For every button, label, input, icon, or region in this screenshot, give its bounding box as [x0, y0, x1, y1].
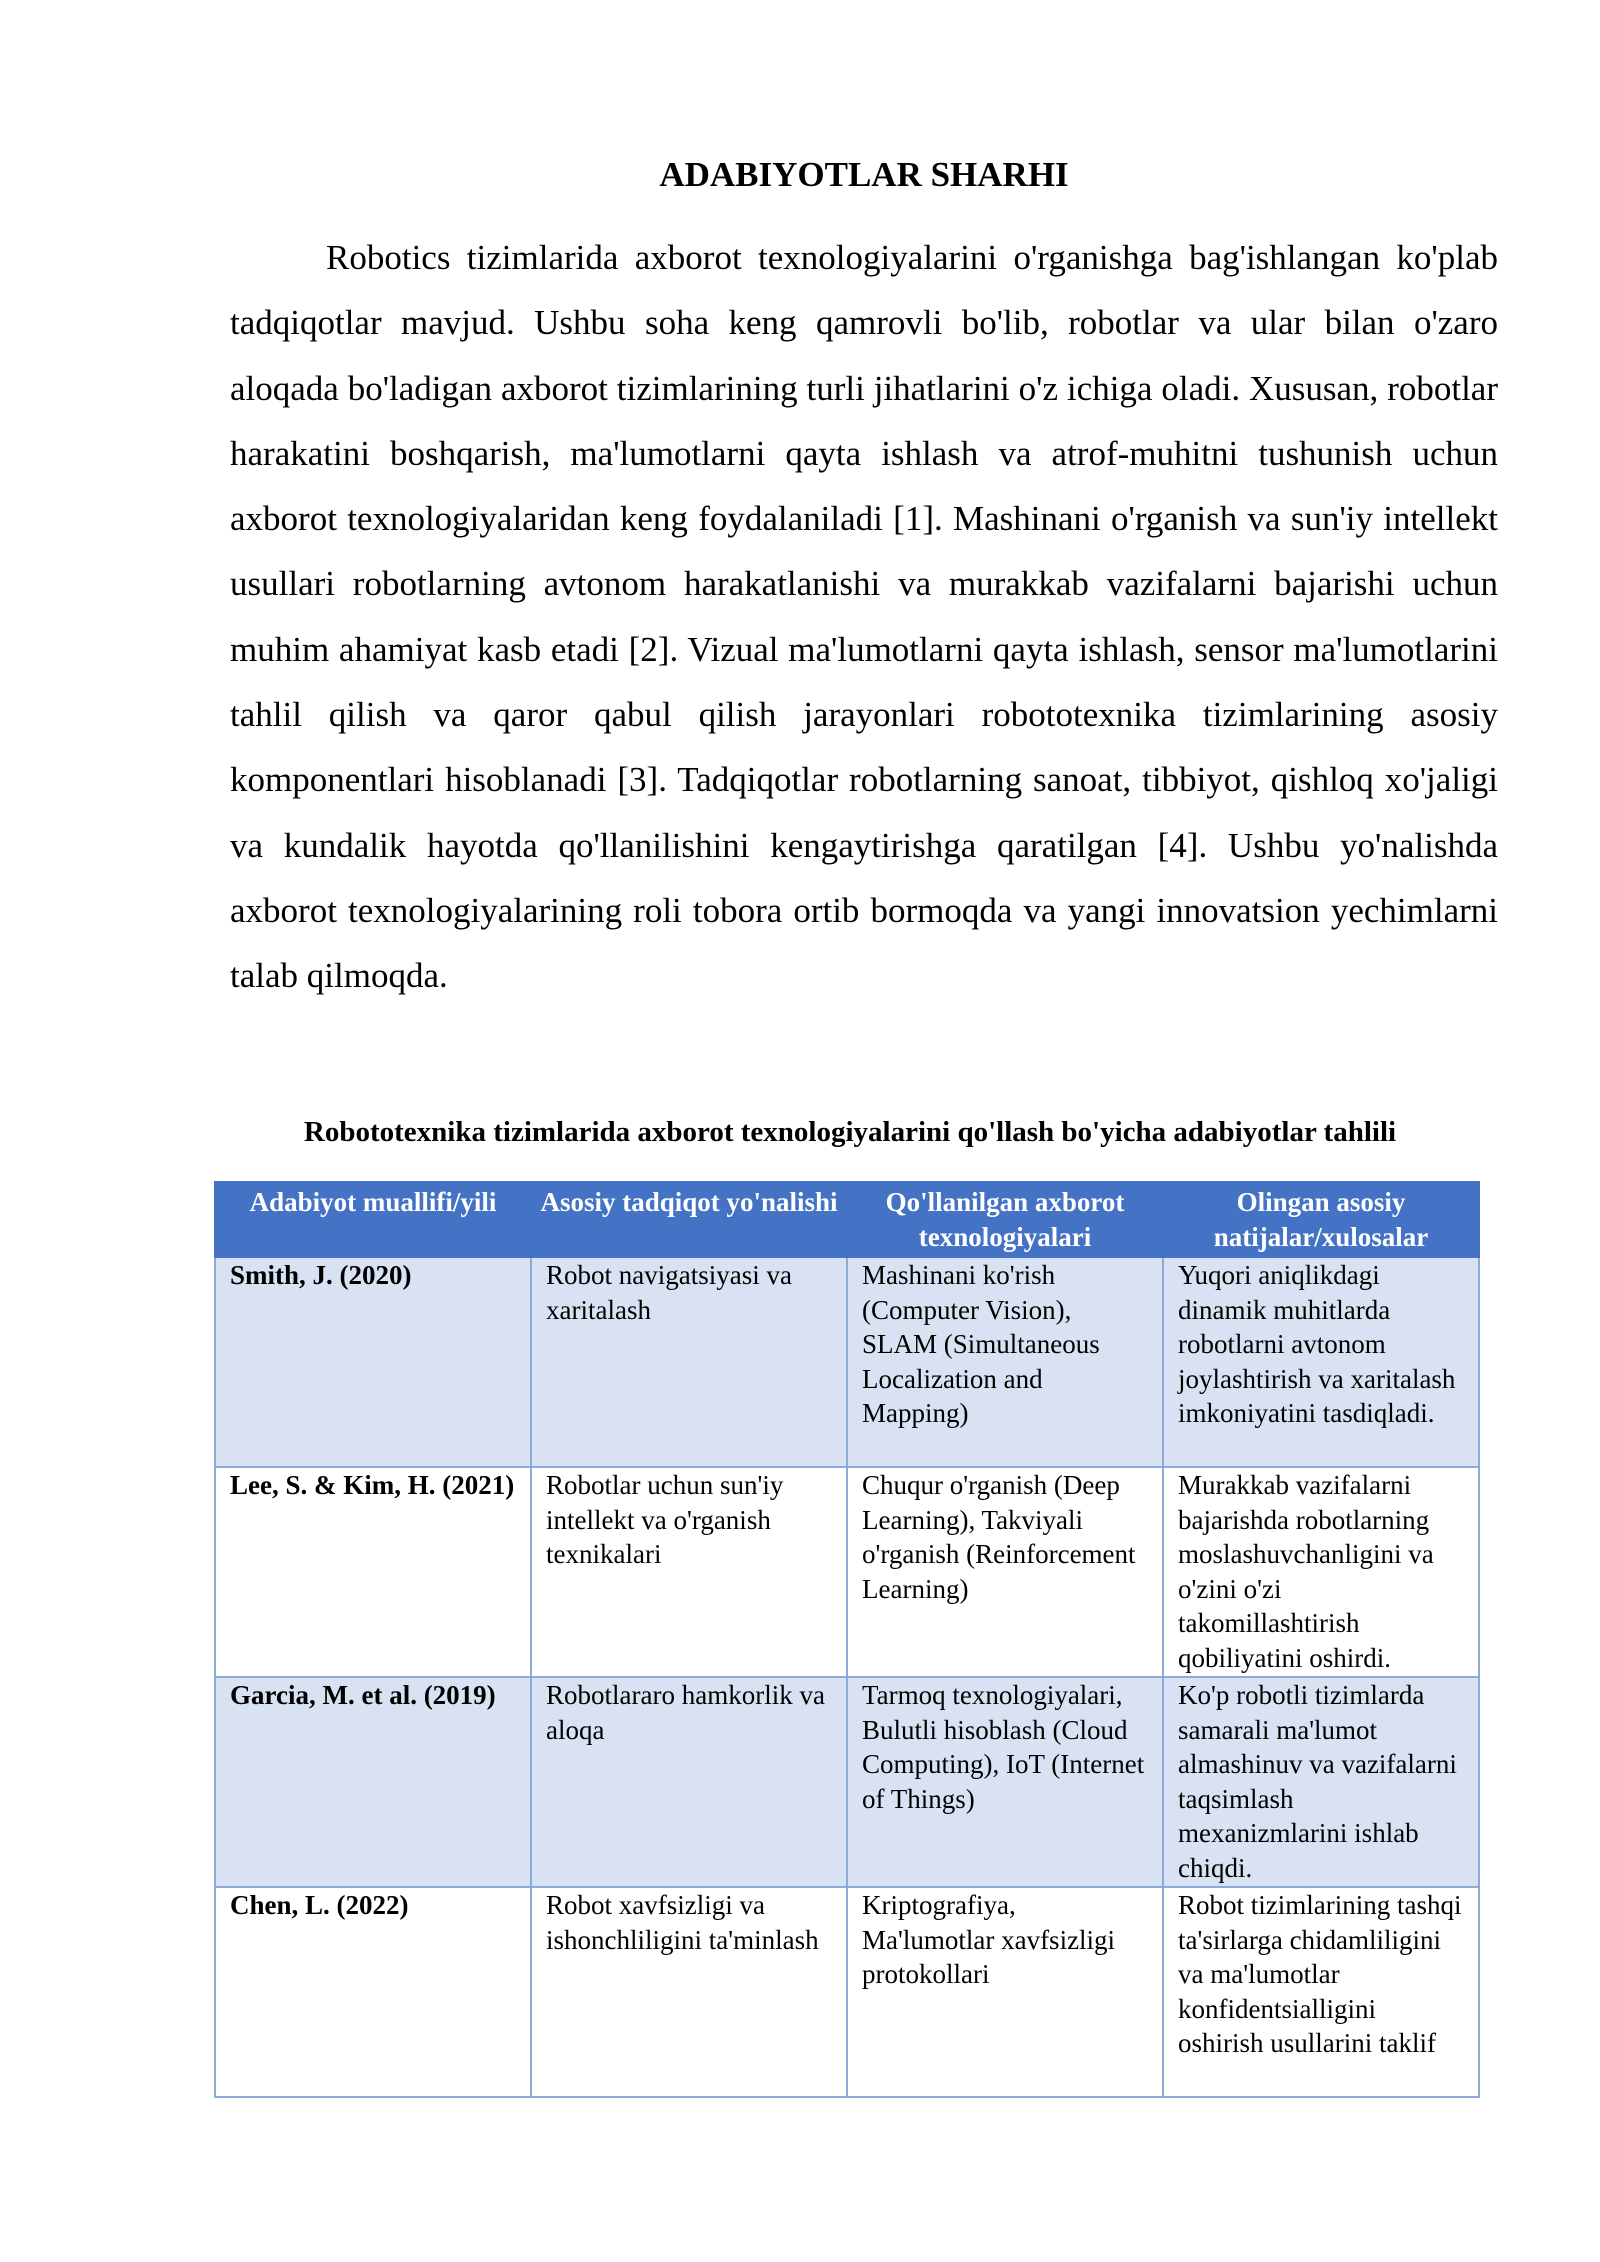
body-paragraph: Robotics tizimlarida axborot texnologiyalarini o'rganishga bag'ishlangan ko'plab tadqiqotlar mavjud. Ushbu soha keng qamrovli bo'lib, robotlar va ular bilan o'zaro aloqada bo'ladigan axborot tizimlarining turli jihatlarini o'z ichiga oladi. Xususan, robotlar harakatini boshqarish, ma'lumotlarni qayta ishlash va atrof-muhitni tushunish uchun axborot texnologiyalaridan keng foydalaniladi [1]. Mashinani o'rganish va sun'iy intellekt usullari robotlarning avtonom harakatlanishi va murakkab vazifalarni bajarishi uchun muhim ahamiyat kasb etadi [2]. Vizual ma'lumotlarni qayta ishlash, sensor ma'lumotlarini tahlil qilish va qaror qabul qilish jarayonlari robototexnika tizimlarining asosiy komponentlari hisoblanadi [3]. Tadqiqotlar robotlarning sanoat, tibbiyot, qishloq xo'jaligi va kundalik hayotda qo'llanilishini kengaytirishga qaratilgan [4]. Ushbu yo'nalishda axborot texnologiyalarining roli tobora ortib bormoqda va yangi innovatsion yechimlarni talab qilmoqda. [230, 238, 1498, 996]
table-row [215, 1467, 1479, 1677]
table-row [215, 1257, 1479, 1467]
cell-direction: Robotlararo hamkorlik va aloqa [531, 1677, 847, 1887]
cell-technologies: Tarmoq texnologiyalari, Bulutli hisoblash (Cloud Computing), IoT (Internet of Things) [847, 1677, 1163, 1887]
cell-direction: Robotlar uchun sun'iy intellekt va o'rganish texnikalari [531, 1467, 847, 1677]
header-direction: Asosiy tadqiqot yo'nalishi [531, 1182, 847, 1257]
cell-results: Ko'p robotli tizimlarda samarali ma'lumot almashinuv va vazifalarni taqsimlash mexanizmlarini ishlab chiqdi. [1163, 1677, 1479, 1887]
cell-technologies: Mashinani ko'rish (Computer Vision), SLAM (Simultaneous Localization and Mapping) [847, 1257, 1163, 1467]
literature-table [214, 1181, 1480, 2098]
table-caption: Robototexnika tizimlarida axborot texnologiyalarini qo'llash bo'yicha adabiyotlar tahlili [303, 1116, 1397, 1148]
header-technologies: Qo'llanilgan axborot texnologiyalari [847, 1182, 1163, 1257]
header-author: Adabiyot muallifi/yili [215, 1182, 531, 1257]
cell-author: Chen, L. (2022) [215, 1887, 531, 2097]
section-heading: ADABIYOTLAR SHARHI [659, 155, 1069, 194]
cell-direction: Robot xavfsizligi va ishonchliligini ta'minlash [531, 1887, 847, 2097]
cell-technologies: Kriptografiya, Ma'lumotlar xavfsizligi protokollari [847, 1887, 1163, 2097]
cell-technologies: Chuqur o'rganish (Deep Learning), Takviyali o'rganish (Reinforcement Learning) [847, 1467, 1163, 1677]
cell-results: Murakkab vazifalarni bajarishda robotlarning moslashuvchanligini va o'zini o'zi takomillashtirish qobiliyatini oshirdi. [1163, 1467, 1479, 1677]
header-results: Olingan asosiy natijalar/xulosalar [1163, 1182, 1479, 1257]
table-row [215, 1677, 1479, 1887]
table-header-row [215, 1182, 1479, 1257]
cell-results: Robot tizimlarining tashqi ta'sirlarga chidamliligini va ma'lumotlar konfidentsialligini oshirish usullarini taklif [1163, 1887, 1479, 2097]
cell-direction: Robot navigatsiyasi va xaritalash [531, 1257, 847, 1467]
table-row [215, 1887, 1479, 2097]
cell-author: Lee, S. & Kim, H. (2021) [215, 1467, 531, 1677]
cell-results: Yuqori aniqlikdagi dinamik muhitlarda robotlarni avtonom joylashtirish va xaritalash imkoniyatini tasdiqladi. [1163, 1257, 1479, 1467]
cell-author: Smith, J. (2020) [215, 1257, 531, 1467]
cell-author: Garcia, M. et al. (2019) [215, 1677, 531, 1887]
